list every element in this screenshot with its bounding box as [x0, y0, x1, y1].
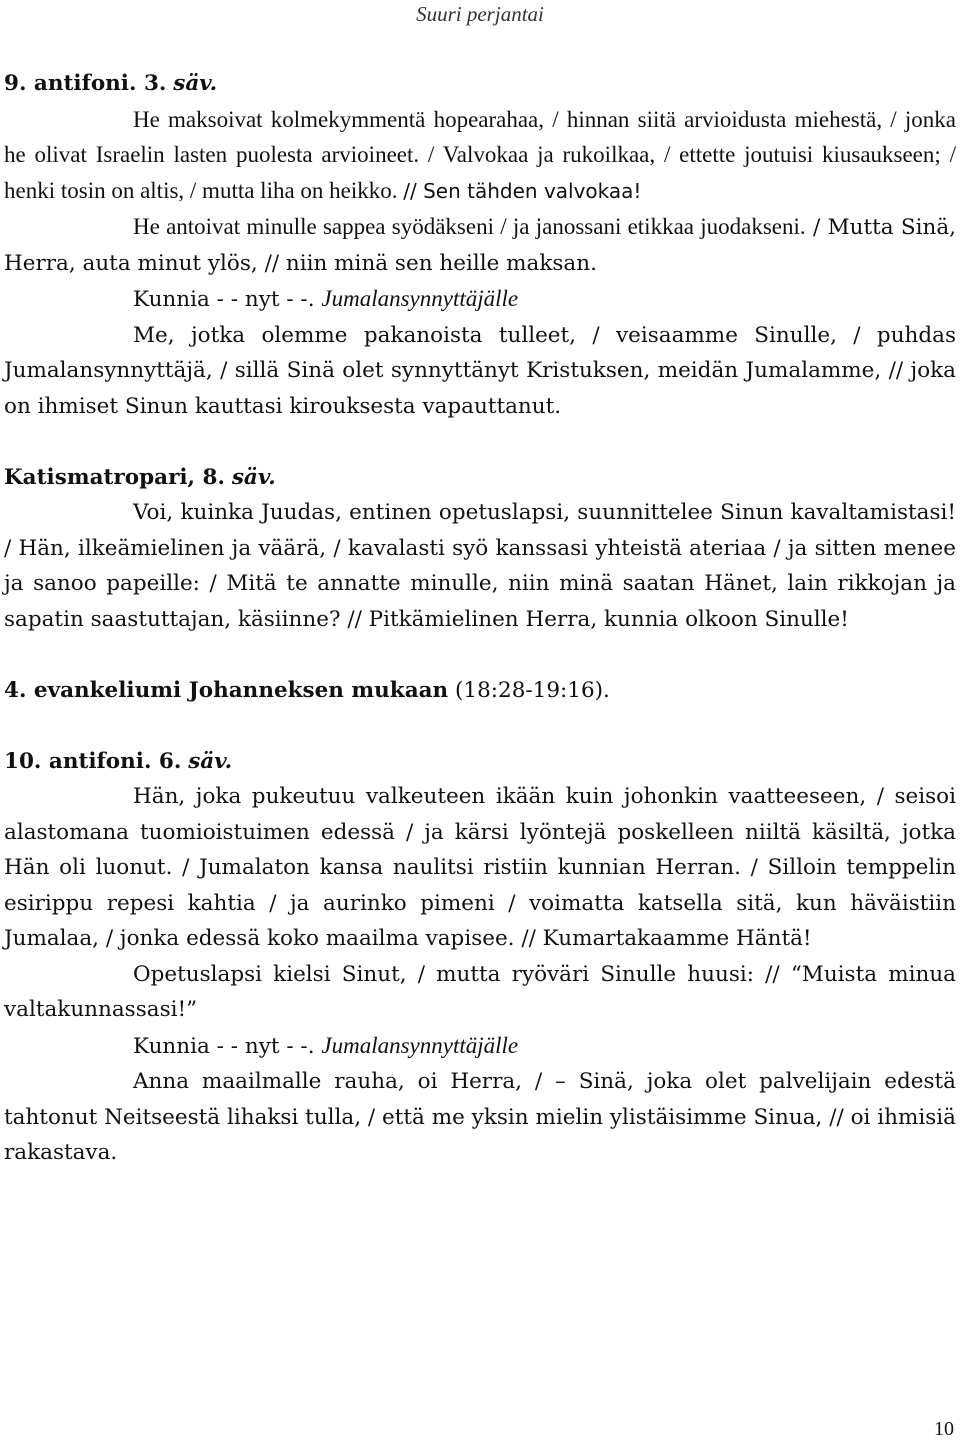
heading-antifon-10	[4, 744, 956, 780]
heading-number: 9. antifoni. 3.	[4, 71, 167, 96]
glory-text: Kunnia - - nyt - -.	[133, 287, 315, 312]
antifon-9-verse-1	[4, 102, 956, 210]
antifon-9-verse-2	[4, 209, 956, 281]
heading-number: 10. antifoni. 6.	[4, 748, 182, 774]
antifon-10-verse-1: Hän, joka pukeutuu valkeuteen ikään kuin johonkin vaatteeseen, / seisoi alastomana tuomioistuimen edessä / ja kärsi lyöntejä poskelleen niiltä käsiltä, jotka Hän oli luonut. / Jumalaton kansa naulitsi ristiin kunnian Herran. / Silloin temppelin esirippu repesi kahtia / ja aurinko pimeni / voimatta katsella sitä, kun häväistiin Jumalaa, / jonka edessä koko maailma vapisee. // Kumartakaamme Häntä!	[4, 784, 956, 951]
antifon-10-verse-2: Opetuslapsi kielsi Sinut, / mutta ryöväri Sinulle huusi: // “Muista minua valtakunnassasi!”	[4, 961, 956, 1022]
theotokion-text: Anna maailmalle rauha, oi Herra, / – Sinä, joka olet palvelijain edestä tahtonut Neitseestä lihaksi tulla, / että me yksin mielin ylistäisimme Sinua, // oi ihmisiä rakastava.	[4, 1069, 956, 1165]
glory-line	[4, 1028, 956, 1065]
gospel-reference: (18:28-19:16).	[455, 677, 610, 703]
running-header: Suuri perjantai	[416, 2, 544, 26]
glory-text: Kunnia - - nyt - -.	[133, 1033, 315, 1059]
heading-antifon-9	[4, 66, 956, 102]
verse-text: He maksoivat kolmekymmentä hopearahaa, / hinnan siitä arvioidusta miehestä, / jonka he olivat Israelin lasten puolesta arvioineet. / Valvokaa ja rukoilkaa, / ettette joutuisi kiusaukseen; / henki tosin on altis, / mutta liha on heikko.	[4, 106, 956, 203]
theotokion-label: Jumalansynnyttäjälle	[321, 286, 519, 311]
spacer	[4, 637, 956, 673]
katisma-text: Voi, kuinka Juudas, entinen opetuslapsi, suunnittelee Sinun kavaltamistasi! / Hän, ilkeämielinen ja väärä, / kavalasti syö kanssasi yhteistä ateriaa / ja sitten menee ja sanoo papeille: / Mitä te annatte minulle, niin minä saatan Hänet, lain rikkojan ja sapatin saastuttajan, käsiinne? // Pitkämielinen Herra, kunnia olkoon Sinulle!	[4, 500, 956, 632]
verse-refrain: / Mutta Sinä, Herra, auta minut ylös, // niin minä sen heille maksan.	[4, 215, 956, 276]
spacer	[4, 708, 956, 744]
heading-mode: säv.	[173, 71, 218, 96]
glory-line	[4, 281, 956, 318]
page-body	[4, 66, 956, 1171]
verse-text: He antoivat minulle sappea syödäkseni / ja janossani etikkaa juodakseni.	[133, 214, 806, 239]
heading-mode: säv.	[188, 748, 233, 774]
heading-mode: säv.	[231, 464, 276, 490]
spacer	[4, 424, 956, 460]
heading-number: Katismatropari, 8.	[4, 464, 225, 490]
theotokion-text: Me, jotka olemme pakanoista tulleet, / veisaamme Sinulle, / puhdas Jumalansynnyttäjä, / sillä Sinä olet synnyttänyt Kristuksen, meidän Jumalamme, // joka on ihmiset Sinun kauttasi kirouksesta vapauttanut.	[4, 322, 956, 419]
theotokion-label: Jumalansynnyttäjälle	[321, 1032, 519, 1058]
verse-refrain: // Sen tähden valvokaa!	[403, 178, 642, 203]
heading-katisma	[4, 460, 956, 496]
heading-gospel	[4, 673, 956, 709]
gospel-title: 4. evankeliumi Johanneksen mukaan	[4, 677, 449, 703]
page-number: 10	[934, 1418, 954, 1440]
